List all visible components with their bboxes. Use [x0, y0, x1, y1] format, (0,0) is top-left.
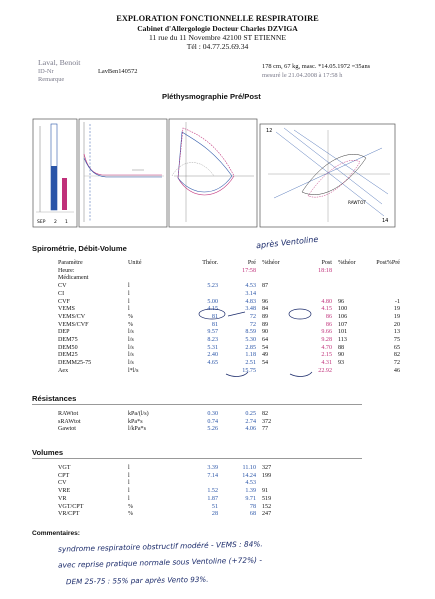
table-row: VR/CPT % 28 68 247 — [58, 511, 272, 518]
table-row: DEM50 l/s 5.31 2.85 54 4.70 88 65 — [58, 344, 400, 351]
col-pct-theor: %théor — [262, 260, 280, 266]
patient-remarks-label: Remarque — [38, 76, 65, 83]
volumes-table — [58, 465, 288, 519]
loop-number-bottom: 14 — [382, 218, 389, 224]
underline-demm-pct — [226, 372, 248, 376]
document-title: Pléthysmographie Pré/Post — [162, 92, 261, 101]
table-row: VEMS/CVF % 81 72 89 86 107 20 — [58, 321, 400, 328]
underline-demm-post — [290, 372, 312, 376]
table-row: RAWtot kPa/(l/s) 0.30 0.25 82 — [58, 411, 269, 417]
table-row: CV l 4.53 — [58, 480, 256, 487]
col-pre: Pré — [247, 260, 256, 266]
loop-number-top: 12 — [266, 128, 273, 134]
comment-line-1: syndrome respiratoire obstructif modéré - VEMS : 84%. — [57, 539, 263, 554]
table-row: VGT/CPT % 51 78 152 — [58, 503, 272, 510]
table-row: DEM75 l/s 8.23 5.30 64 9.28 113 75 — [58, 337, 400, 344]
col-theor: Théor. — [202, 260, 218, 266]
comments-label: Commentaires: — [32, 530, 81, 537]
col-post-pct-pre: Post%Pré — [376, 260, 400, 266]
loop-label: RAWTOT — [348, 200, 366, 205]
table-row: sRAWtot kPa*s 0.74 2.74 372 — [58, 418, 272, 425]
patient-name: Laval, Benoit — [38, 58, 81, 67]
cabinet-address: 11 rue du 11 Novembre 42100 ST ETIENNE — [148, 33, 286, 42]
spirometry-heading: Spirométrie, Débit-Volume — [32, 244, 127, 253]
col-post: Post — [321, 260, 332, 266]
table-row: CI l 3.14 — [58, 290, 256, 297]
col-unite: Unité — [128, 260, 142, 266]
table-row: VEMS l 4.15 3.48 84 4.15 100 19 — [58, 306, 400, 313]
patient-id-value: LavBen140572 — [98, 68, 138, 75]
table-row: VRE l 1.52 1.39 91 — [58, 488, 269, 495]
circle-vems-pre — [199, 309, 225, 319]
resistances-heading: Résistances — [32, 394, 77, 403]
cabinet-name: Cabinet d'Allergologie Docteur Charles DZVIGA — [137, 24, 298, 33]
comment-line-2: avec reprise pratique normale sous Ventoline (+72%) - — [57, 555, 263, 570]
cabinet-phone: Tél : 04.77.25.69.34 — [186, 42, 249, 51]
table-row: DEP l/s 9.57 8.59 90 9.66 101 13 — [58, 329, 400, 336]
resistances-table — [58, 411, 288, 434]
table-row: VR l 1.87 9.71 519 — [58, 495, 272, 502]
report-title: EXPLORATION FONCTIONNELLE RESPIRATOIRE — [116, 14, 319, 23]
table-row: DEMM25-75 l/s 4.65 2.51 54 4.31 93 72 — [58, 360, 400, 367]
table-row: VGT l 3.39 11.10 327 — [58, 465, 272, 471]
circle-vems-post-pct — [289, 309, 311, 319]
table-row: VEMS/CV % 81 72 89 86 106 19 — [58, 313, 400, 320]
col-post-pct-theor: %théor — [338, 260, 356, 266]
volumes-divider — [32, 458, 362, 459]
resistances-divider — [32, 404, 362, 405]
table-row: CPT l 7.14 14.24 199 — [58, 472, 272, 479]
bar-label-sep: SEP — [37, 220, 46, 225]
comment-line-3: DEM 25-75 : 55% par après Vento 93%. — [65, 574, 209, 587]
table-row: CVF l 5.00 4.83 96 4.80 96 -1 — [58, 298, 400, 305]
table-row: DEM25 l/s 2.40 1.18 49 2.15 90 82 — [58, 352, 400, 359]
col-parametre: Paramètre — [58, 260, 83, 266]
patient-stats: 178 cm, 67 kg, masc. *14.05.1972 =35ans — [262, 63, 371, 70]
table-row: Médicament — [58, 275, 89, 282]
bar-label-2: 2 — [54, 220, 57, 225]
volumes-heading: Volumes — [32, 448, 64, 457]
measure-date: mesuré le 21.04.2008 à 17:58 h — [262, 72, 343, 79]
table-row: Heure: 17:58 18:18 — [58, 267, 332, 274]
bar-label-1: 1 — [65, 220, 68, 225]
table-row: CV l 5.23 4.53 87 — [58, 283, 269, 290]
strike-vems-pct — [228, 312, 245, 316]
post-ventoline-note: après Ventoline — [255, 234, 319, 251]
table-row: Gawtot l/kPa*s 5.26 4.06 77 — [58, 426, 269, 433]
patient-id-label: ID-Nr — [38, 68, 54, 75]
table-row: Aex l*l/s 15.75 22.92 46 — [58, 367, 400, 374]
